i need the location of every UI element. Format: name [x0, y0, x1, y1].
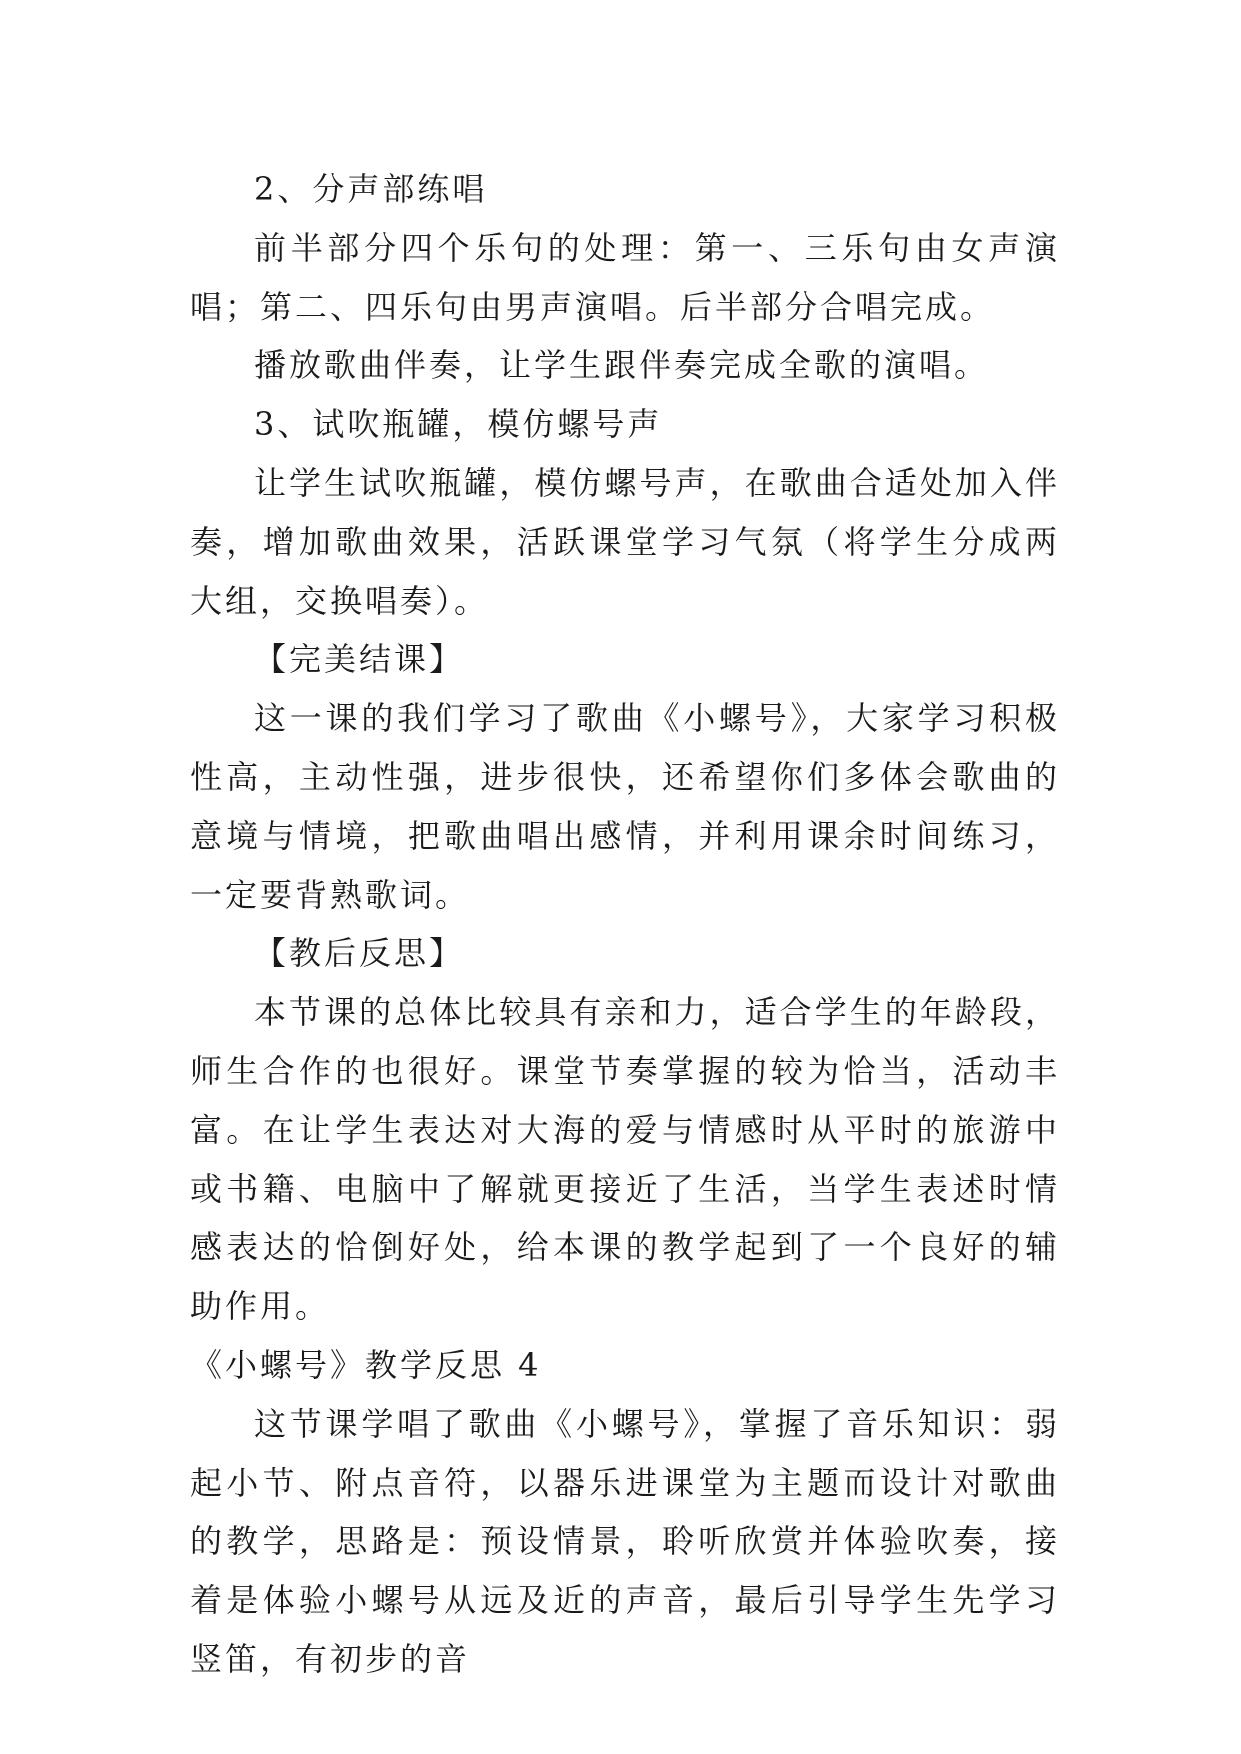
paragraph-reflection-4: 这节课学唱了歌曲《小螺号》，掌握了音乐知识：弱起小节、附点音符，以器乐进课堂为主题而设计对歌曲的教学，思路是：预设情景，聆听欣赏并体验吹奏，接着是体验小螺号从远及近的声音，最后引导学生先学习竖笛，有初步的音 — [190, 1404, 1060, 1678]
section-heading-vocal-parts: 2、分声部练唱 — [254, 170, 488, 208]
section-heading-closing: 【完美结课】 — [254, 640, 465, 679]
paragraph-phrase-handling: 前半部分四个乐句的处理：第一、三乐句由女声演唱；第二、四乐句由男声演唱。后半部分合唱完成。 — [190, 228, 1060, 326]
document-body — [190, 160, 1060, 1689]
paragraph-accompaniment: 播放歌曲伴奏，让学生跟伴奏完成全歌的演唱。 — [254, 346, 990, 385]
article-title-reflection-4: 《小螺号》教学反思 4 — [190, 1345, 542, 1384]
paragraph-bottle-blowing: 让学生试吹瓶罐，模仿螺号声，在歌曲合适处加入伴奏，增加歌曲效果，活跃课堂学习气氛（将学生分成两大组，交换唱奏）。 — [190, 463, 1060, 620]
section-heading-reflection: 【教后反思】 — [254, 934, 465, 973]
paragraph-closing: 这一课的我们学习了歌曲《小螺号》，大家学习积极性高，主动性强，进步很快，还希望你们多体会歌曲的意境与情境，把歌曲唱出感情，并利用课余时间练习，一定要背熟歌词。 — [190, 699, 1060, 914]
paragraph-reflection: 本节课的总体比较具有亲和力，适合学生的年龄段，师生合作的也很好。课堂节奏掌握的较为恰当，活动丰富。在让学生表达对大海的爱与情感时从平时的旅游中或书籍、电脑中了解就更接近了生活，当学生表述时情感表达的恰倒好处，给本课的教学起到了一个良好的辅助作用。 — [190, 993, 1060, 1326]
section-heading-bottle-blowing: 3、试吹瓶罐，模仿螺号声 — [254, 405, 663, 444]
